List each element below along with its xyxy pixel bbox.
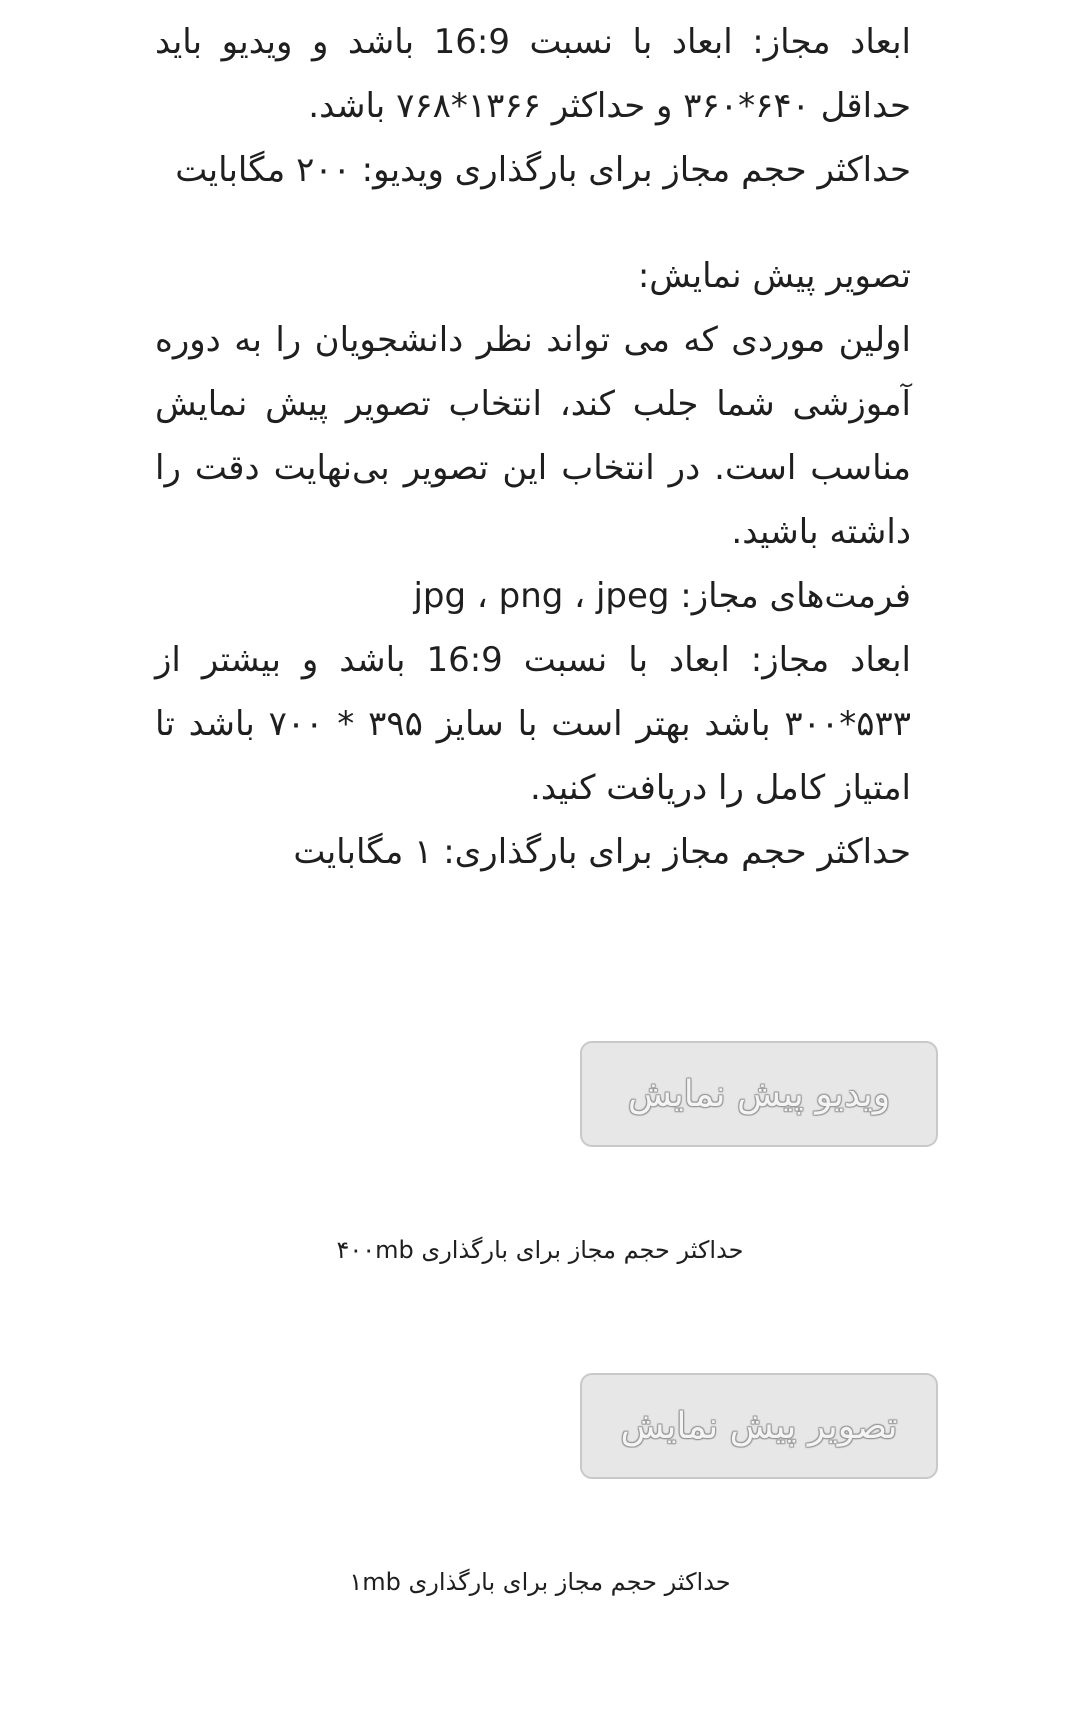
section-spacer [155, 202, 911, 244]
image-description-text: اولین موردی که می تواند نظر دانشجویان را به دوره آموزشی شما جلب کند، انتخاب تصویر پیش نمایش مناسب است. در انتخاب این تصویر بی‌نهایت دقت را داشته باشید. [155, 320, 911, 552]
image-dimensions-text: ابعاد مجاز: ابعاد با نسبت 16:9 باشد و بیشتر از ۵۳۳*۳۰۰ باشد بهتر است با سایز ۳۹۵ * ۷۰۰ باشد تا امتیاز کامل را دریافت کنید. [155, 640, 911, 808]
image-max-size-text: حداکثر حجم مجاز برای بارگذاری: ۱ مگابایت [293, 832, 911, 872]
video-max-size-text: حداکثر حجم مجاز برای بارگذاری ویدیو: ۲۰۰ مگابایت [175, 150, 911, 190]
image-upload-size-note: حداکثر حجم مجاز برای بارگذاری ۱mb [349, 1568, 731, 1596]
image-formats-text: فرمت‌های مجاز: jpg ، png ، jpeg [413, 576, 911, 616]
video-preview-upload-button[interactable] [580, 1041, 938, 1147]
video-upload-size-note: حداکثر حجم مجاز برای بارگذاری ۴۰۰mb [336, 1236, 744, 1264]
upload-guidelines [155, 10, 911, 884]
image-section-heading: تصویر پیش نمایش: [637, 256, 911, 296]
image-preview-button-label: تصویر پیش نمایش [620, 1405, 898, 1447]
image-preview-upload-button[interactable] [580, 1373, 938, 1479]
video-preview-button-label: ویدیو پیش نمایش [627, 1073, 891, 1115]
video-dimensions-text: ابعاد مجاز: ابعاد با نسبت 16:9 باشد و ویدیو باید حداقل ۶۴۰*۳۶۰ و حداکثر ۱۳۶۶*۷۶۸ باشد. [155, 22, 911, 126]
